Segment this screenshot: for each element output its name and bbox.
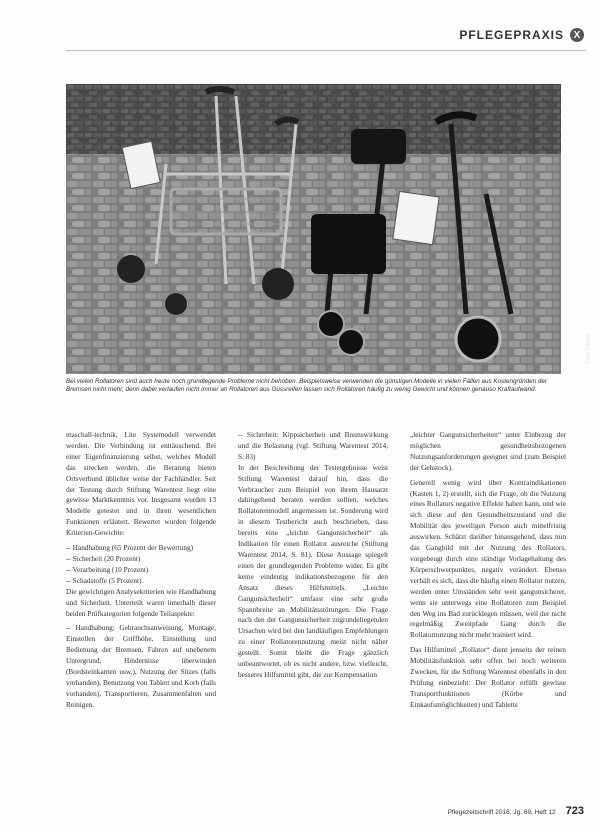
journal-citation: Pflegezeitschrift 2016, Jg. 69, Heft 12 bbox=[447, 809, 556, 816]
section-header bbox=[459, 28, 584, 42]
section-label: PFLEGEPRAXIS bbox=[459, 28, 564, 42]
section-badge-icon: X bbox=[570, 28, 584, 42]
body-paragraph: Generell wenig wird über Kontraindikationen (Kasten 1, 2) erstellt, sich die Frage, ob die Nutzung eines Rollators negative Effekte haben kann, und wie sich diese auf den Gesundheitszustand und die Mobilität des jeweiligen Person auch mittelfristig auswirken. Schätzt darüber hinausgehend, dass nun das Gangbild mit der Nutzung des Rollators, vorgebeugt durch eine ständige Vorlagehaltung des Körperschwerpunktes, negativ verändert. Ebenso verhält es sich, dass die häufig einen Rollator nutzen, werden unter Umständen sehr weit gangunsicherer, wenn sie unterwegs eine Rollatoren zum Beispiel den Weg ins Bad zurücklegen müssen, weil der nicht regelmäßig Zweitpfade Gang durch die Rollatornutzung nicht mehr trainiert wird. bbox=[410, 477, 566, 640]
text-column-2 bbox=[238, 430, 388, 685]
figure-caption: Bei vielen Rollatoren sind auch heute noch grundlegende Probleme nicht behoben. Beispielsweise verwenden die günstigen Modelle in vielen Fällen aus Kostengründen der Bremsen nicht mehr, denn dabei verlaufen nicht immer an Rollatoren aus Gussreifen lassen sich Rollatoren häufig zu wenig Gewicht und können genauso Kraftaufwand. bbox=[66, 378, 547, 394]
header-divider bbox=[66, 50, 586, 51]
text-column-3 bbox=[410, 430, 566, 715]
body-paragraph: Die gewichtigen Analysekriterien wie Handhabung und Sicherheit. Unterteilt waren innerhalb dieser beiden Prüfkategorien folgende Teilaspekte: bbox=[66, 586, 216, 618]
body-paragraph: maschall-technik, Lite Systemodell verwendet werden. Die Verbindung ist enttäuschend. Bei einer Eigenfinanzierung selbst, welches Modell das strecken werden, die Beratung bieten Ortsverbund üblicher weise der Fachhändler. Seit der Testung durch Stiftung Warentest liegt eine gewisse Marktkenntnis vor. Insgesamt wurden 13 Modelle getestet und in ihren wesentlichen Funktionen erläutert. Bewertet wurden folgende Kriterien-Gewichte: bbox=[66, 430, 216, 538]
list-item: -- Verarbeitung (10 Prozent) bbox=[66, 564, 149, 574]
body-paragraph: „leichter Gangunsicherheiten“ unter Einbezug der möglichen gesundheitsbezogenen Nutzungsanforderungen geeignet sind (zum Beispiel der Gehstock). bbox=[410, 430, 566, 472]
body-paragraph: In der Beschreibung der Testergebnisse weist Stiftung Warentest darauf hin, dass die Verbraucher zum Beispiel von ihrem Hausarzt dahingehend beraten werden sollten, welches Rollatorenmodell angemessen ist. Sonderung wird in diesem Testbericht auch beschrieben, dass bereits eine „leichte Gangunsicherheit“ als Indikation für einen Rollator ausreiche (Stiftung Warentest 2014, S. 81). Diese Aussage spiegelt einen der grundlegenden Probleme wider. Es gibt keine eindeutig indikationsbezogene für den Ansatz dieses Hilfsmittels. „Leichte Gangunsicherheit“ umfasst eine sehr große Spannbreite an Mobilitätsstörungen. Die Frage nach den der Gangunsicherheit zugrundeliegenden Ursachen wird bei den landläufigen Empfehlungen zu einer Rollatorennutzung meist nicht näher gestellt. Somit bleibt die Frage gänzlich unbeantwortet, ob es nicht andere, bzw. vielleicht, besseres Hilfsmittel gibt, die zur Kompensation bbox=[238, 462, 388, 679]
list-item: -- Sicherheit: Kippsicherheit und Bremswirkung und die Belastung (vgl. Stiftung Warentest 2014, S. 83) bbox=[238, 430, 388, 461]
rollator-photo bbox=[66, 84, 591, 374]
list-item: -- Schadstoffe (5 Prozent). bbox=[66, 575, 144, 585]
list-item: -- Sicherheit (20 Prozent) bbox=[66, 553, 141, 563]
page-footer bbox=[448, 805, 584, 817]
body-paragraph: Das Hilfsmittel „Rollator“ dient jenseits der reinen Mobilitätsfunktion sehr offen bei noch weiteren Zwecken, für die Stiftung Warentest ebenfalls in den Prüfung einbezieht: Der Rollator erfüllt gewisse Transportfunktionen (Körbe und Einkaufsmöglichkeiten) und Tabletts bbox=[410, 645, 566, 709]
list-item: -- Handhabung (65 Prozent der Bewertung) bbox=[66, 543, 194, 553]
rollator-photo-illustration bbox=[66, 84, 561, 374]
photo-credit: Foto: Trilinski bbox=[585, 334, 591, 364]
text-column-1 bbox=[66, 430, 216, 711]
list-item: -- Handhabung: Gebrauchsanweisung, Montage, Einstellen der Griffhöhe, Einstellung und Bedienung der Bremsen, Fahren auf unebenem Untergrund, Hindernisse überwinden (Bordsteinkanten usw.), Nutzung der Sitzes (falls vorhanden), Benutzung von Tablett und Korb (falls vorhanden), Transportieren, Zusammenfalten und Reinigen. bbox=[66, 623, 216, 709]
page-number: 723 bbox=[565, 805, 584, 817]
